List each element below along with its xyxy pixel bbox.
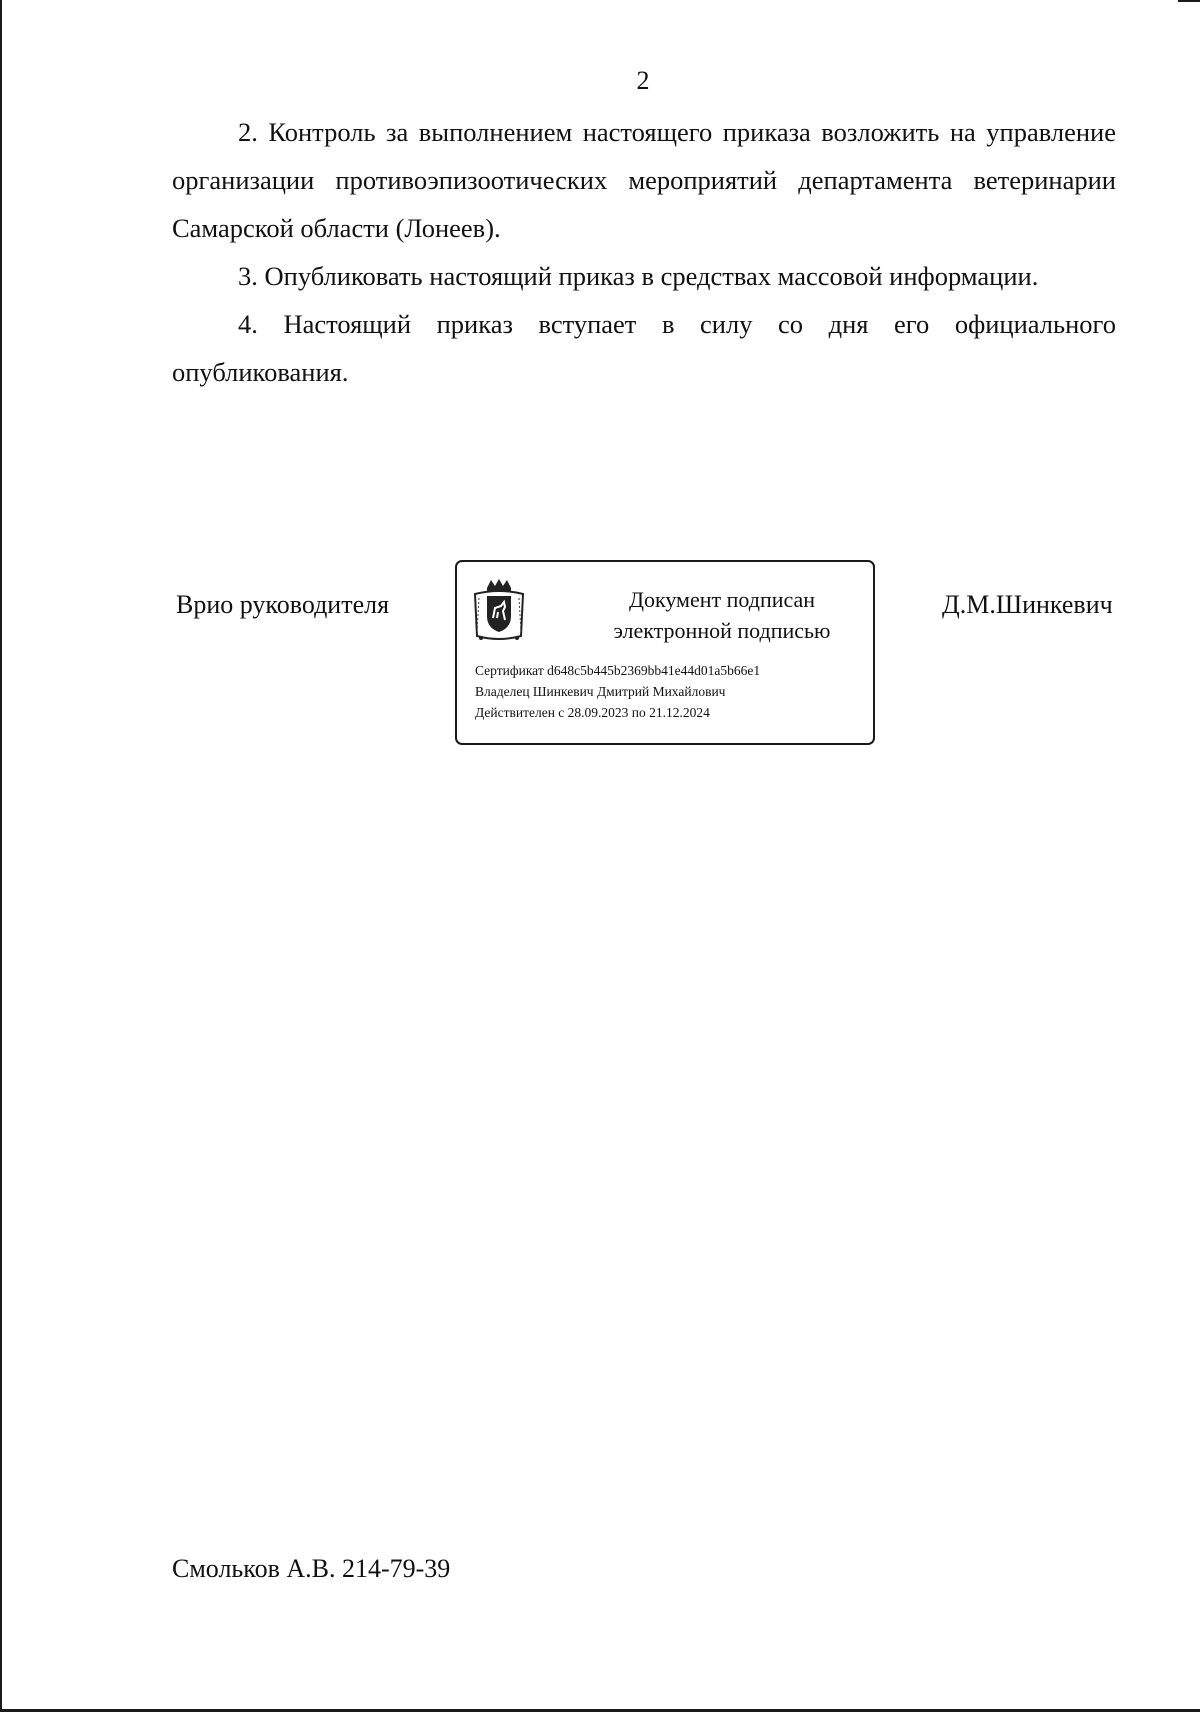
electronic-signature-stamp — [455, 560, 875, 745]
executor-contact: Смольков А.В. 214-79-39 — [172, 1554, 451, 1583]
page-number: 2 — [636, 66, 650, 95]
scan-edge-left — [0, 0, 2, 1712]
signature-block — [0, 560, 1200, 750]
certificate-owner: Владелец Шинкевич Дмитрий Михайлович — [475, 684, 726, 699]
clause-3: 3. Опубликовать настоящий приказ в средствах массовой информации. — [238, 261, 1039, 291]
scan-edge-right-top — [1178, 0, 1200, 2]
signer-position: Врио руководителя — [176, 590, 390, 619]
clause-2: 2. Контроль за выполнением настоящего приказа возложить на управление организации противоэпизоотических мероприятий департамента ветеринарии Самарской области (Лонеев). — [172, 117, 1116, 243]
order-clauses — [172, 108, 1116, 396]
certificate-number: Сертификат d648c5b445b2369bb41e44d01a5b66e1 — [475, 663, 761, 678]
coat-of-arms-icon — [471, 578, 527, 642]
signer-name: Д.М.Шинкевич — [942, 590, 1113, 619]
stamp-title-line-2: электронной подписью — [613, 618, 831, 643]
stamp-details — [475, 660, 870, 723]
clause-4: 4. Настоящий приказ вступает в силу со дня его официального опубликования. — [172, 309, 1116, 387]
stamp-title — [572, 584, 872, 646]
stamp-title-line-1: Документ подписан — [628, 587, 816, 612]
certificate-validity: Действителен с 28.09.2023 по 21.12.2024 — [475, 705, 710, 720]
